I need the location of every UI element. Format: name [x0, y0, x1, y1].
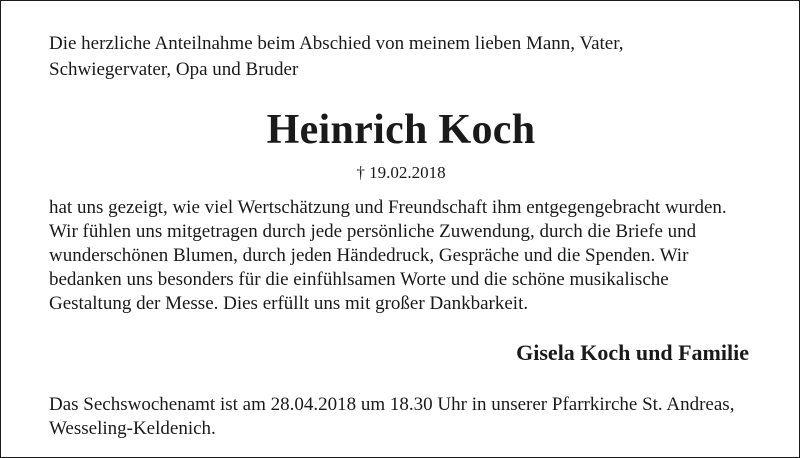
service-info — [49, 393, 754, 441]
body-line: wunderschönen Blumen, durch jeden Händedruck, Gespräche und die Spenden. Wir — [49, 245, 689, 266]
signature: Gisela Koch und Familie — [516, 340, 749, 365]
service-line: Das Sechswochenamt ist am 28.04.2018 um 18.30 Uhr in unserer Pfarrkirche St. Andreas, — [49, 394, 735, 415]
body-line: Gestaltung der Messe. Dies erfüllt uns mit großer Dankbarkeit. — [49, 293, 529, 314]
body-line: hat uns gezeigt, wie viel Wertschätzung und Freundschaft ihm entgegengebracht wurden. — [49, 197, 727, 218]
death-date: † 19.02.2018 — [356, 163, 446, 182]
deceased-name: Heinrich Koch — [266, 107, 536, 153]
intro-line: Schwiegervater, Opa und Bruder — [49, 59, 299, 80]
body-line: bedanken uns besonders für die einfühlsamen Worte und die schöne musikalische — [49, 269, 669, 290]
body-line: Wir fühlen uns mitgetragen durch jede persönliche Zuwendung, durch die Briefe und — [49, 221, 697, 242]
intro-text — [49, 31, 749, 83]
thank-you-text — [49, 196, 749, 316]
service-line: Wesseling-Keldenich. — [49, 418, 216, 439]
intro-line: Die herzliche Anteilnahme beim Abschied von meinem lieben Mann, Vater, — [49, 33, 624, 54]
